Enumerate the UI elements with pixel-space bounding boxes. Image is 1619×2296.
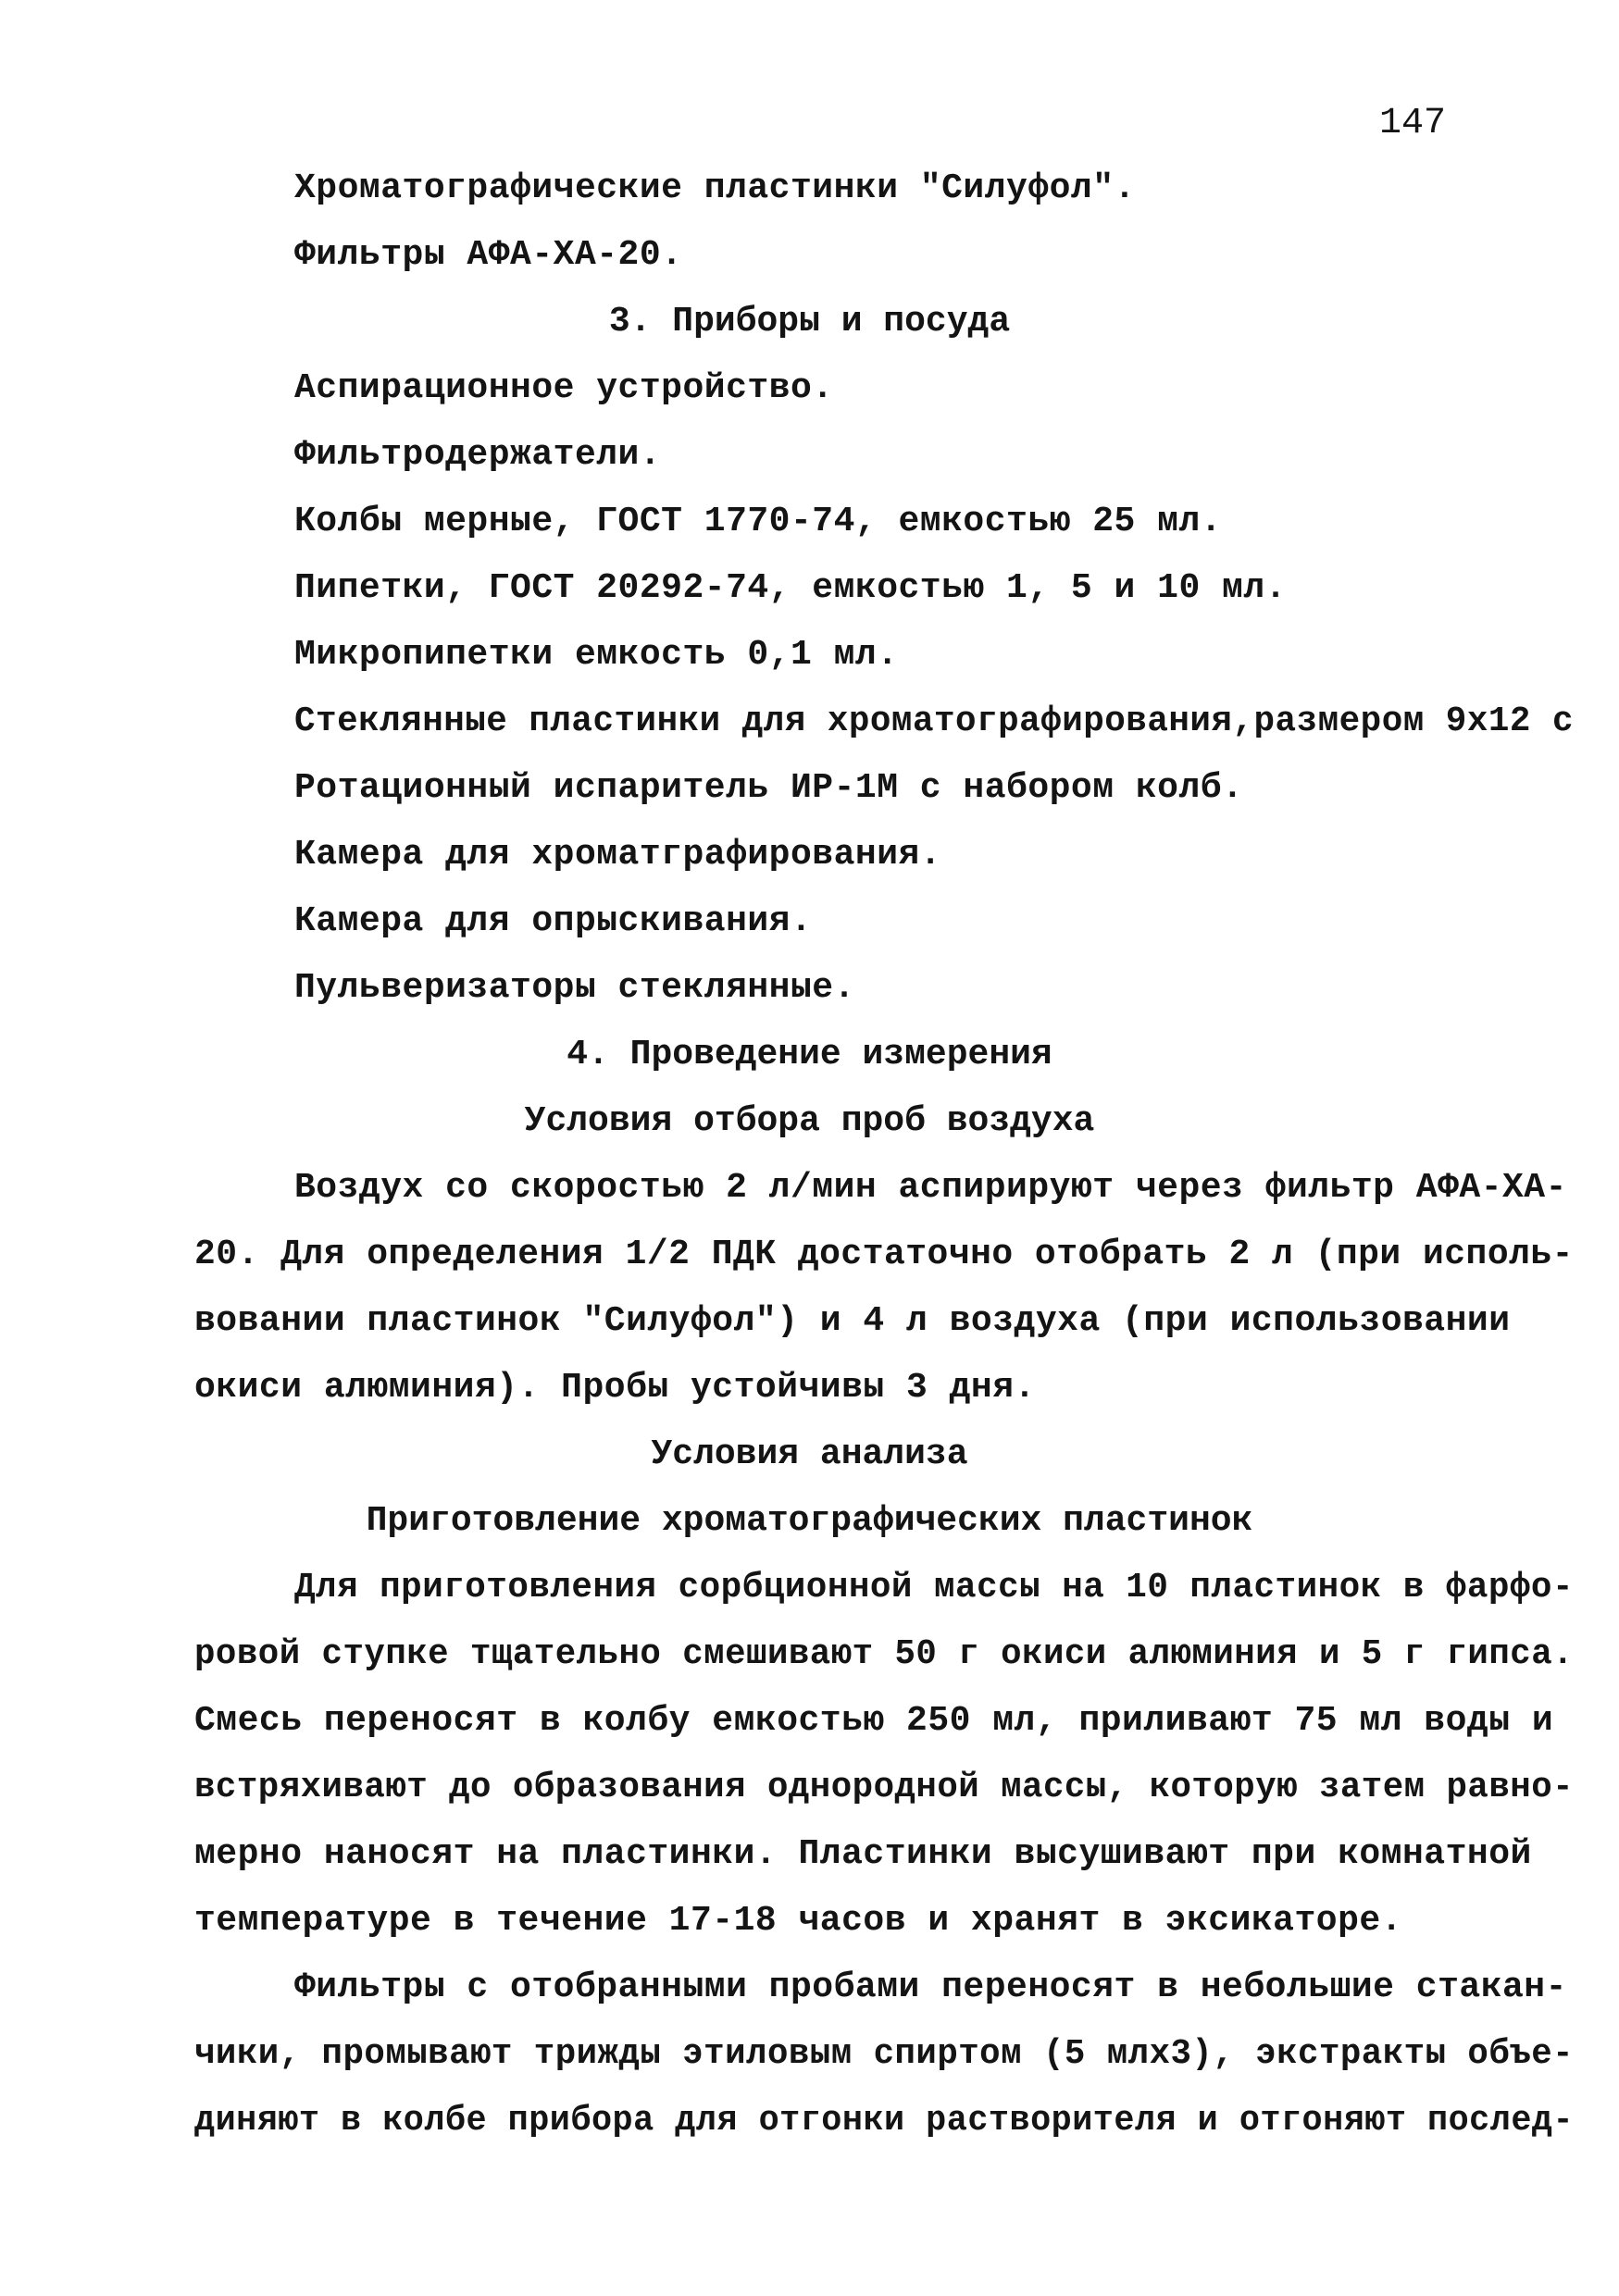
paragraph-line: диняют в колбе прибора для отгонки растворителя и отгоняют послед- bbox=[194, 2101, 1575, 2141]
paragraph-line: окиси алюминия). Пробы устойчивы 3 дня. bbox=[194, 1368, 1036, 1408]
equipment-item: Пипетки, ГОСТ 20292-74, емкостью 1, 5 и 10 мл. bbox=[294, 568, 1287, 608]
paragraph-line: Воздух со скоростью 2 л/мин аспирируют через фильтр АФА-ХА- bbox=[294, 1168, 1567, 1208]
equipment-item: Стеклянные пластинки для хроматографирования,размером 9х12 с bbox=[294, 701, 1575, 741]
paragraph-line: чики, промывают трижды этиловым спиртом (5 млх3), экстракты объе- bbox=[194, 2034, 1575, 2074]
paragraph-line: 20. Для определения 1/2 ПДК достаточно отобрать 2 л (при исполь- bbox=[194, 1235, 1574, 1274]
equipment-item: Пульверизаторы стеклянные. bbox=[294, 968, 855, 1008]
section-3-heading: 3. Приборы и посуда bbox=[608, 302, 1011, 341]
sampling-subheading: Условия отбора проб воздуха bbox=[524, 1101, 1095, 1141]
equipment-item: Камера для хроматграфирования. bbox=[294, 835, 942, 875]
equipment-item: Микропипетки емкость 0,1 мл. bbox=[294, 635, 899, 675]
equipment-item: Аспирационное устройство. bbox=[294, 368, 834, 408]
plates-subheading: Приготовление хроматографических пластинок bbox=[366, 1501, 1253, 1541]
reagent-line: Хроматографические пластинки "Силуфол". bbox=[294, 168, 1136, 208]
section-4-heading: 4. Проведение измерения bbox=[567, 1035, 1052, 1074]
equipment-item: Колбы мерные, ГОСТ 1770-74, емкостью 25 мл. bbox=[294, 502, 1223, 541]
paragraph-line: Смесь переносят в колбу емкостью 250 мл, приливают 75 мл воды и bbox=[194, 1701, 1554, 1741]
analysis-subheading: Условия анализа bbox=[651, 1434, 968, 1474]
paragraph-line: ровой ступке тщательно смешивают 50 г окиси алюминия и 5 г гипса. bbox=[194, 1634, 1575, 1674]
equipment-item: Фильтродержатели. bbox=[294, 435, 662, 475]
paragraph-line: вовании пластинок "Силуфол") и 4 л воздуха (при использовании bbox=[194, 1301, 1511, 1341]
page-number: 147 bbox=[1379, 103, 1447, 144]
equipment-item: Ротационный испаритель ИР-1М с набором колб. bbox=[294, 768, 1244, 808]
paragraph-line: Для приготовления сорбционной массы на 10 пластинок в фарфо- bbox=[294, 1568, 1575, 1607]
paragraph-line: температуре в течение 17-18 часов и хранят в эксикаторе. bbox=[194, 1901, 1403, 1941]
reagent-line: Фильтры АФА-ХА-20. bbox=[294, 235, 683, 275]
equipment-item: Камера для опрыскивания. bbox=[294, 901, 813, 941]
paragraph-line: мерно наносят на пластинки. Пластинки высушивают при комнатной bbox=[194, 1834, 1532, 1874]
paragraph-line: Фильтры с отобранными пробами переносят в небольшие стакан- bbox=[294, 1967, 1567, 2007]
paragraph-line: встряхивают до образования однородной массы, которую затем равно- bbox=[194, 1768, 1575, 1807]
